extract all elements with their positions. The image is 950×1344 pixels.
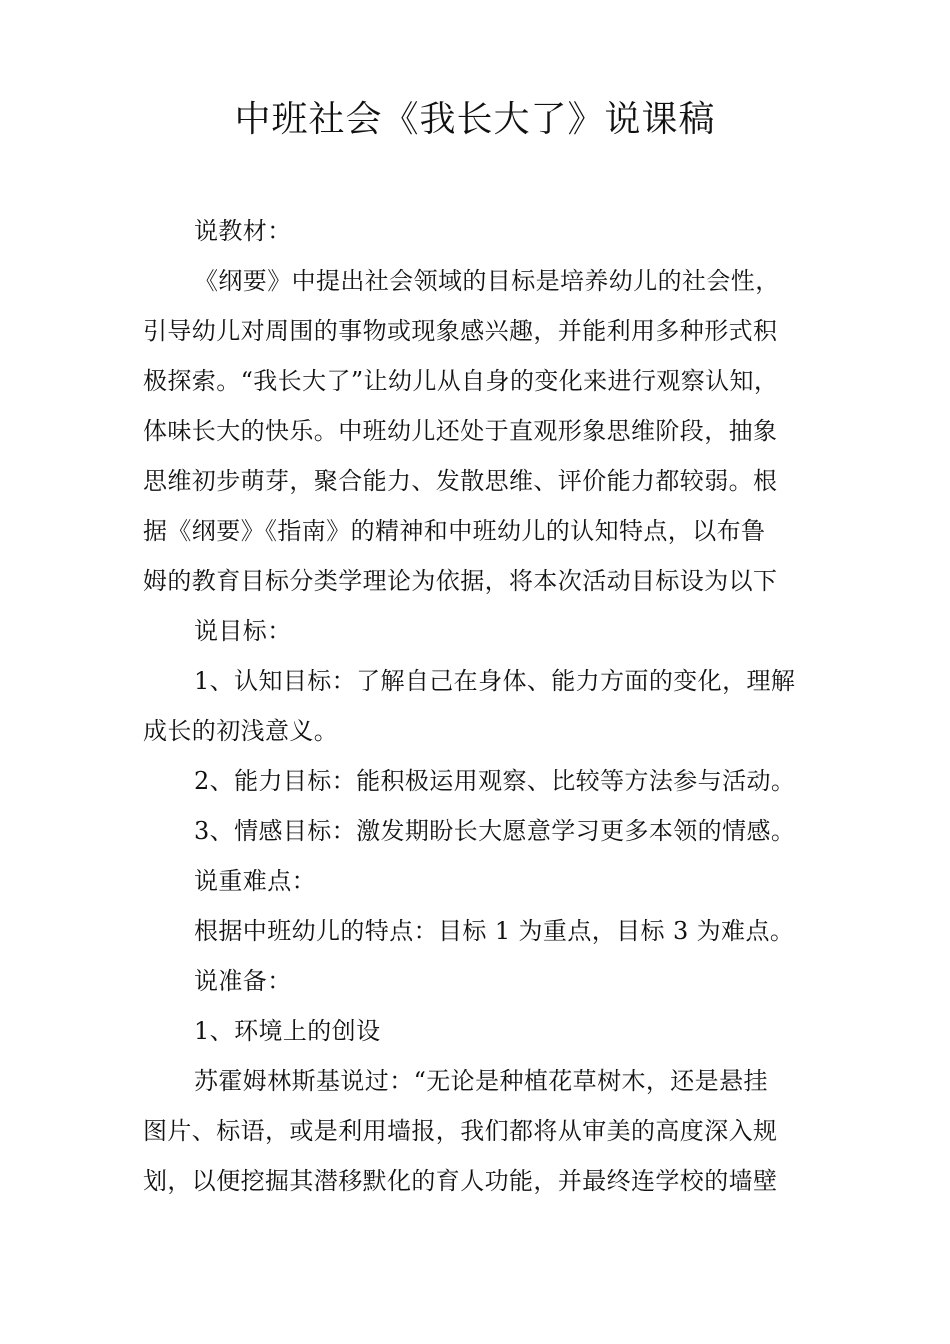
text-line: 2、能力目标：能积极运用观察、比较等方法参与活动。: [194, 767, 796, 795]
text-line: 成长的初浅意义。: [143, 717, 339, 745]
text-line: 《纲要》中提出社会领域的目标是培养幼儿的社会性，: [194, 267, 780, 295]
text-line: 1、环境上的创设: [194, 1017, 381, 1045]
text-line: 3、情感目标：激发期盼长大愿意学习更多本领的情感。: [194, 817, 796, 845]
text-line: 苏霍姆林斯基说过：“无论是种植花草树木，还是悬挂: [194, 1067, 768, 1095]
text-line: 体味长大的快乐。中班幼儿还处于直观形象思维阶段，抽象: [143, 417, 778, 445]
text-line: 说重难点：: [194, 867, 316, 895]
text-line: 姆的教育目标分类学理论为依据，将本次活动目标设为以下: [143, 567, 778, 595]
text-line: 说教材：: [194, 217, 292, 245]
text-line: 思维初步萌芽，聚合能力、发散思维、评价能力都较弱。根: [143, 467, 778, 495]
document-body: [143, 206, 823, 1206]
text-line: 据《纲要》《指南》的精神和中班幼儿的认知特点，以布鲁: [143, 517, 766, 545]
text-line: 图片、标语，或是利用墙报，我们都将从审美的高度深入规: [143, 1117, 778, 1145]
text-line: 划，以便挖掘其潜移默化的育人功能，并最终连学校的墙壁: [143, 1167, 778, 1195]
text-line: 说目标：: [194, 617, 292, 645]
text-line: 极探索。“我长大了”让幼儿从自身的变化来进行观察认知，: [143, 367, 779, 395]
text-line: 1、认知目标：了解自己在身体、能力方面的变化，理解: [194, 667, 796, 695]
text-line: 说准备：: [194, 967, 292, 995]
document-title: 中班社会《我长大了》说课稿: [234, 99, 716, 140]
text-line: 引导幼儿对周围的事物或现象感兴趣，并能利用多种形式积: [143, 317, 778, 345]
text-line: 根据中班幼儿的特点：目标 1 为重点，目标 3 为难点。: [194, 917, 795, 945]
